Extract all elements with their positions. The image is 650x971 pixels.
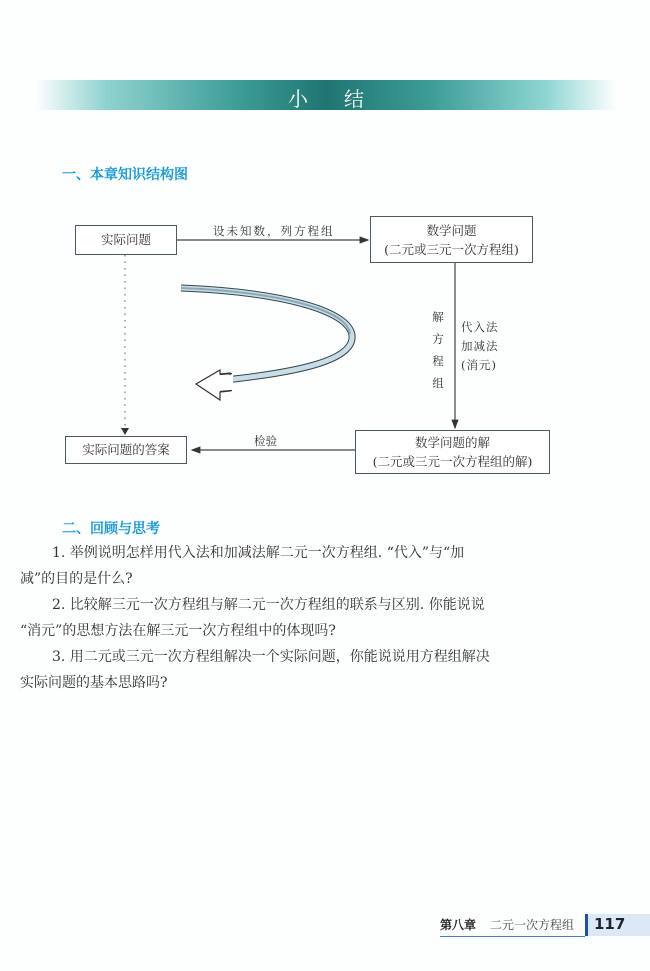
review-question-2: [20, 592, 600, 644]
question-text: 3. 用二元或三元一次方程组解决一个实际问题，你能说说用方程组解决: [52, 649, 490, 665]
question-text: 减”的目的是什么?: [20, 571, 133, 587]
question-text: 1. 举例说明怎样用代入法和加减法解二元一次方程组. “代入”与“加: [52, 545, 465, 561]
math-problem-subtitle: (二元或三元一次方程组): [384, 242, 519, 257]
page-title: 小结: [288, 87, 400, 111]
label-solve-equations: [431, 306, 445, 394]
section2-heading: 二、回顾与思考: [62, 521, 160, 537]
label-verify: 检验: [254, 434, 277, 448]
review-question-3: [20, 644, 600, 696]
footer-chapter-title: 二元一次方程组: [490, 918, 575, 932]
label-methods: [461, 318, 499, 375]
page-number: 117: [594, 915, 626, 933]
question-text: 实际问题的基本思路吗?: [20, 675, 168, 691]
label-char: 程: [432, 354, 444, 368]
method-note: (消元): [461, 358, 497, 372]
box-math-problem: [370, 216, 533, 263]
box-real-problem: 实际问题: [75, 225, 177, 255]
box-math-solution: [355, 430, 550, 474]
review-question-1: [20, 540, 600, 592]
label-char: 组: [432, 376, 444, 390]
method-elimination: 加减法: [461, 339, 499, 353]
footer-divider: [440, 936, 585, 937]
math-problem-title: 数学问题: [426, 223, 477, 238]
label-char: 解: [432, 310, 444, 324]
question-text: “消元”的思想方法在解三元一次方程组中的体现吗?: [20, 623, 336, 639]
page-number-marker: [585, 914, 588, 936]
method-substitution: 代入法: [461, 320, 499, 334]
math-solution-subtitle: (二元或三元一次方程组的解): [372, 454, 533, 469]
box-real-answer: 实际问题的答案: [65, 436, 187, 464]
section1-heading: 一、本章知识结构图: [62, 167, 188, 183]
label-char: 方: [432, 332, 444, 346]
curved-arrow-icon: [181, 288, 352, 400]
label-set-unknowns: 设未知数，列方程组: [213, 224, 335, 238]
math-solution-title: 数学问题的解: [414, 435, 490, 450]
question-text: 2. 比较解三元一次方程组与解二元一次方程组的联系与区别. 你能说说: [52, 597, 485, 613]
footer-chapter: 第八章: [440, 918, 477, 932]
